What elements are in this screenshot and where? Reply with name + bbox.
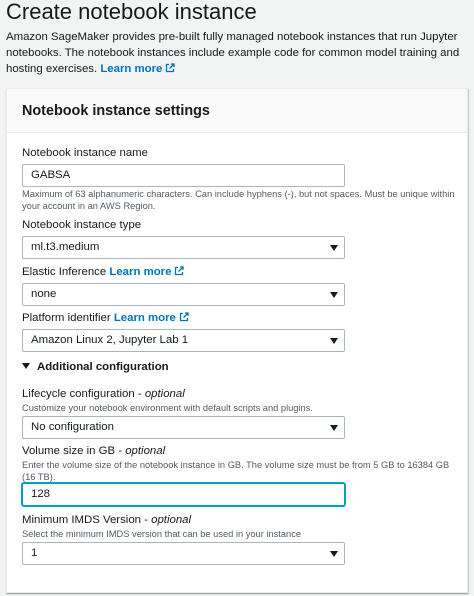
- platform-identifier-label-text: Platform identifier: [22, 312, 111, 324]
- instance-name-value: GABSA: [31, 169, 71, 181]
- imds-version-label: Minimum IMDS Version - optional: [22, 514, 192, 526]
- volume-size-label-text: Volume size in GB: [22, 445, 116, 457]
- instance-type-value: ml.t3.medium: [31, 241, 100, 253]
- external-link-icon: [179, 312, 189, 322]
- lifecycle-configuration-label: Lifecycle configuration - optional: [22, 388, 185, 400]
- elastic-inference-label-text: Elastic Inference: [22, 266, 107, 278]
- elastic-inference-select[interactable]: [22, 283, 345, 306]
- external-link-icon: [165, 63, 175, 73]
- caret-down-icon: [330, 425, 338, 431]
- instance-name-help: Maximum of 63 alphanumeric characters. Can include hyphens (-), but not spaces. Must be unique within your account in an AWS Region.: [22, 189, 455, 211]
- platform-learn-more-label: Learn more: [113, 312, 176, 324]
- instance-type-label: Notebook instance type: [22, 219, 142, 231]
- page-description: [6, 29, 468, 77]
- intro-learn-more-link[interactable]: [100, 63, 175, 75]
- additional-configuration-label: Additional configuration: [37, 361, 169, 373]
- caret-down-icon: [330, 338, 338, 344]
- lifecycle-label-text: Lifecycle configuration: [22, 388, 135, 400]
- caret-down-icon: [330, 292, 338, 298]
- volume-size-input[interactable]: [22, 483, 345, 506]
- triangle-down-icon: [22, 363, 30, 369]
- volume-size-help: Enter the volume size of the notebook instance in GB. The volume size must be from 5 GB to 16384 GB (16 TB).: [22, 460, 450, 482]
- volume-size-value: 128: [31, 488, 51, 500]
- elastic-inference-learn-more-link[interactable]: [109, 266, 184, 278]
- lifecycle-configuration-value: No configuration: [31, 421, 114, 433]
- page-title: Create notebook instance: [6, 0, 257, 24]
- caret-down-icon: [330, 245, 338, 251]
- additional-configuration-toggle[interactable]: [22, 361, 169, 373]
- imds-version-value: 1: [31, 547, 38, 559]
- platform-identifier-label: [22, 312, 189, 324]
- settings-panel: [6, 88, 468, 593]
- intro-learn-more-label: Learn more: [100, 63, 163, 75]
- optional-tag: optional: [151, 514, 192, 526]
- elastic-inference-label: [22, 266, 184, 278]
- optional-tag: optional: [144, 388, 185, 400]
- lifecycle-help: Customize your notebook environment with default scripts and plugins.: [22, 403, 313, 413]
- panel-header: [7, 89, 467, 133]
- imds-version-select[interactable]: [22, 542, 345, 565]
- caret-down-icon: [330, 551, 338, 557]
- volume-size-label: Volume size in GB - optional: [22, 445, 166, 457]
- instance-type-select[interactable]: [22, 236, 345, 259]
- lifecycle-configuration-select[interactable]: [22, 416, 345, 439]
- imds-label-text: Minimum IMDS Version: [22, 514, 141, 526]
- instance-name-input[interactable]: [22, 164, 345, 187]
- elastic-inference-learn-more-label: Learn more: [109, 266, 172, 278]
- instance-name-label: Notebook instance name: [22, 147, 149, 159]
- imds-version-help: Select the minimum IMDS version that can be used in your instance: [22, 529, 302, 539]
- intro-text: Amazon SageMaker provides pre-built fully managed notebook instances that run Jupyter notebooks. The notebook instances include example code for common model training and hosting exercises.: [6, 31, 460, 75]
- external-link-icon: [174, 266, 184, 276]
- elastic-inference-value: none: [31, 288, 57, 300]
- platform-identifier-select[interactable]: [22, 329, 345, 352]
- platform-learn-more-link[interactable]: [114, 312, 189, 324]
- platform-identifier-value: Amazon Linux 2, Jupyter Lab 1: [31, 334, 189, 346]
- optional-tag: optional: [125, 445, 166, 457]
- panel-title: Notebook instance settings: [22, 103, 210, 119]
